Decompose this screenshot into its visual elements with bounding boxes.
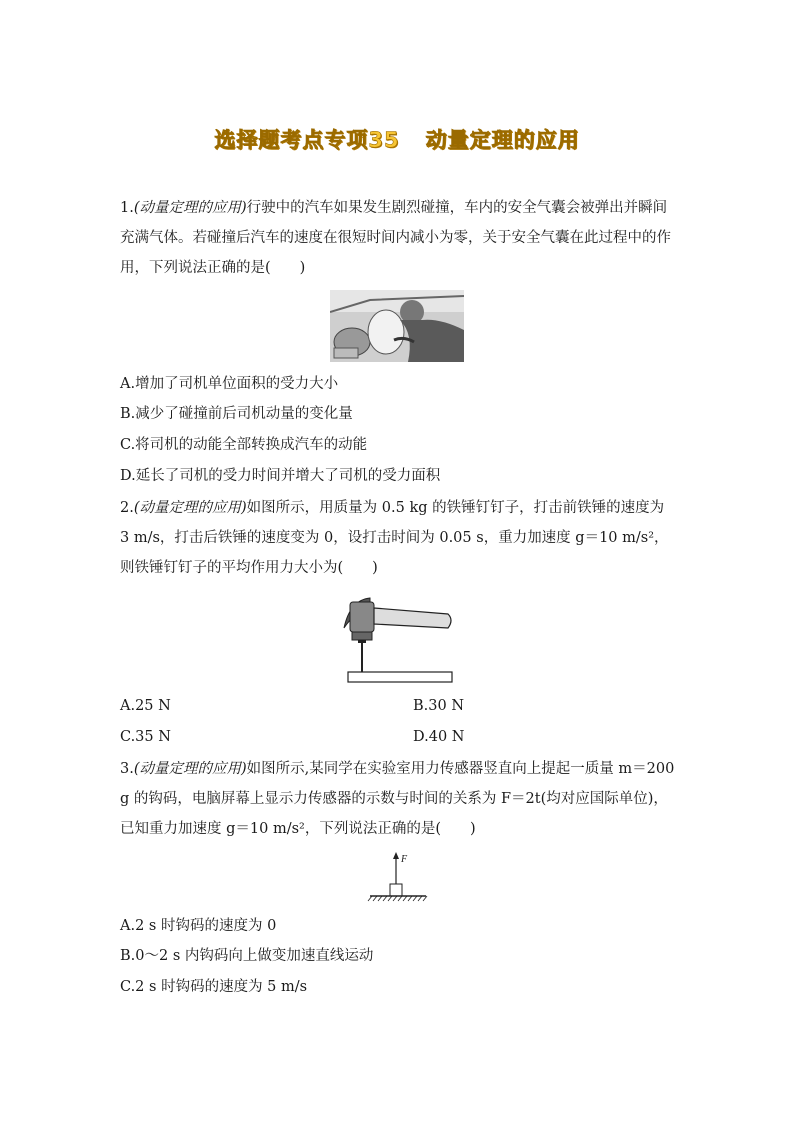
question-1-number: 1. bbox=[120, 200, 134, 216]
force-label: F bbox=[401, 854, 408, 865]
question-2-option-c: C.35 N bbox=[120, 729, 171, 745]
question-1-option-a: A.增加了司机单位面积的受力大小 bbox=[120, 376, 339, 392]
question-3-option-a: A.2 s 时钩码的速度为 0 bbox=[120, 918, 277, 934]
hammer-nail-illustration bbox=[340, 588, 460, 688]
question-3-option-c: C.2 s 时钩码的速度为 5 m/s bbox=[120, 979, 308, 995]
question-2-option-d: D.40 N bbox=[413, 729, 465, 745]
question-1-option-c: C.将司机的动能全部转换成汽车的动能 bbox=[120, 437, 368, 453]
question-2-option-b: B.30 N bbox=[413, 698, 465, 714]
question-1-text: 行驶中的汽车如果发生剧烈碰撞，车内的安全气囊会被弹出并瞬间充满气体。若碰撞后汽车的速度在很短时间内减小为零，关于安全气囊在此过程中的作用，下列说法正确的是( ) bbox=[120, 200, 671, 276]
question-3-number: 3. bbox=[120, 761, 134, 777]
question-2-tag: (动量定理的应用) bbox=[133, 500, 247, 516]
title-part1: 选择题考点专项35 bbox=[214, 128, 400, 152]
question-2-text: 如图所示，用质量为 0.5 kg 的铁锤钉钉子，打击前铁锤的速度为 3 m/s，打击后铁锤的速度变为 0，设打击时间为 0.05 s，重力加速度 g＝10 m/s²，则铁锤钉钉子的平均作用力大小为( ) bbox=[120, 500, 669, 576]
title-part2: 动量定理的应用 bbox=[425, 128, 580, 152]
page-title bbox=[0, 124, 794, 154]
question-3-tag: (动量定理的应用) bbox=[133, 761, 247, 777]
question-1-tag: (动量定理的应用) bbox=[133, 200, 247, 216]
question-2-number: 2. bbox=[120, 500, 134, 516]
question-2-option-a: A.25 N bbox=[120, 698, 171, 714]
question-3-stem bbox=[120, 754, 676, 844]
question-3-option-b: B.0～2 s 内钩码向上做变加速直线运动 bbox=[120, 948, 374, 964]
question-1-stem bbox=[120, 193, 676, 283]
question-1-option-d: D.延长了司机的受力时间并增大了司机的受力面积 bbox=[120, 468, 441, 484]
airbag-illustration bbox=[330, 290, 464, 362]
weight-force-illustration bbox=[366, 850, 430, 902]
question-3-text: 如图所示,某同学在实验室用力传感器竖直向上提起一质量 m＝200 g 的钩码，电脑屏幕上显示力传感器的示数与时间的关系为 F＝2t(均对应国际单位)，已知重力加速度 g＝10 m/s²，下列说法正确的是( ) bbox=[120, 761, 675, 837]
question-2-stem bbox=[120, 493, 676, 583]
question-1-option-b: B.减少了碰撞前后司机动量的变化量 bbox=[120, 406, 353, 422]
